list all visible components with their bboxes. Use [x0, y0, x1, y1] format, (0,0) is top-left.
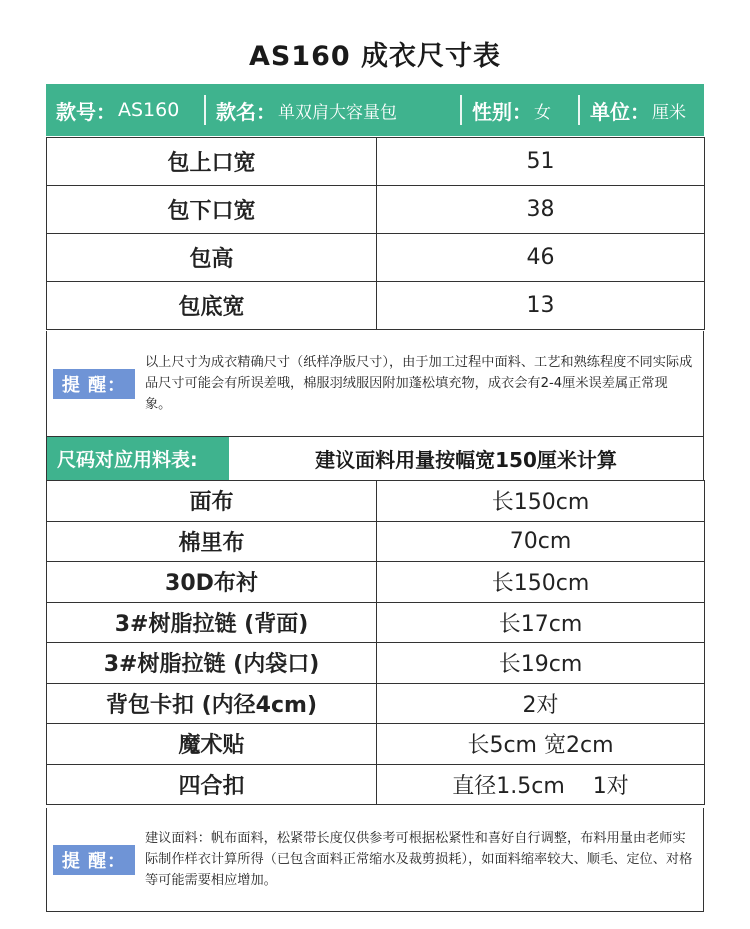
table-row — [47, 683, 705, 724]
material-value: 长19cm — [377, 643, 705, 684]
product-info-bar — [46, 84, 704, 136]
size-value: 51 — [377, 138, 705, 186]
reminder-badge: 提 醒： — [53, 369, 135, 399]
reminder-badge: 提 醒： — [53, 845, 135, 875]
material-value: 长17cm — [377, 602, 705, 643]
table-row — [47, 481, 705, 522]
material-name: 3#树脂拉链 (背面) — [47, 602, 377, 643]
size-value: 46 — [377, 234, 705, 282]
size-value: 13 — [377, 282, 705, 330]
unit-value: 厘米 — [652, 102, 686, 123]
gender — [462, 84, 578, 136]
page-title: AS160 成衣尺寸表 — [248, 41, 502, 72]
size-name: 包上口宽 — [47, 138, 377, 186]
reminder-text: 建议面料：帆布面料，松紧带长度仅供参考可根据松紧性和喜好自行调整，布料用量由老师实际制作样衣计算所得（已包含面料正常缩水及裁剪损耗），如面料缩率较大、顺毛、定位、对格等可能需要相应增加。 — [145, 831, 693, 888]
style-number-label: 款号： — [56, 99, 116, 124]
table-row — [47, 521, 705, 562]
unit-label: 单位： — [590, 99, 650, 124]
style-name — [206, 84, 460, 136]
style-number — [46, 84, 204, 136]
material-name: 棉里布 — [47, 521, 377, 562]
table-row — [47, 138, 705, 186]
table-row — [47, 282, 705, 330]
style-name-value: 单双肩大容量包 — [278, 102, 397, 123]
table-row — [47, 562, 705, 603]
material-reminder-box — [46, 808, 704, 912]
size-table — [46, 137, 705, 330]
style-number-value: AS160 — [118, 99, 180, 121]
material-table — [46, 480, 705, 805]
material-section-tag: 尺码对应用料表: — [47, 437, 229, 480]
table-row — [47, 186, 705, 234]
table-row — [47, 764, 705, 805]
material-value: 长150cm — [377, 562, 705, 603]
gender-value: 女 — [534, 102, 551, 123]
table-row — [47, 643, 705, 684]
table-row — [47, 602, 705, 643]
material-value: 长150cm — [377, 481, 705, 522]
style-name-label: 款名： — [216, 99, 276, 124]
material-name: 四合扣 — [47, 764, 377, 805]
size-reminder-box — [46, 331, 704, 437]
size-name: 包高 — [47, 234, 377, 282]
unit — [580, 84, 704, 136]
material-value: 长5cm 宽2cm — [377, 724, 705, 765]
table-row — [47, 234, 705, 282]
material-value: 2对 — [377, 683, 705, 724]
material-section-desc: 建议面料用量按幅宽150厘米计算 — [315, 448, 617, 472]
reminder-text: 以上尺寸为成衣精确尺寸（纸样净版尺寸），由于加工过程中面料、工艺和熟练程度不同实际成品尺寸可能会有所误差哦，棉服羽绒服因附加蓬松填充物，成衣会有2-4厘米误差属正常现象。 — [145, 355, 693, 412]
material-value: 70cm — [377, 521, 705, 562]
gender-label: 性别： — [472, 99, 532, 124]
material-section-header — [46, 437, 704, 480]
size-name: 包底宽 — [47, 282, 377, 330]
material-name: 面布 — [47, 481, 377, 522]
material-name: 背包卡扣 (内径4cm) — [47, 683, 377, 724]
material-value: 直径1.5cm 1对 — [377, 764, 705, 805]
material-name: 3#树脂拉链 (内袋口) — [47, 643, 377, 684]
material-name: 30D布衬 — [47, 562, 377, 603]
size-name: 包下口宽 — [47, 186, 377, 234]
table-row — [47, 724, 705, 765]
size-value: 38 — [377, 186, 705, 234]
material-name: 魔术贴 — [47, 724, 377, 765]
